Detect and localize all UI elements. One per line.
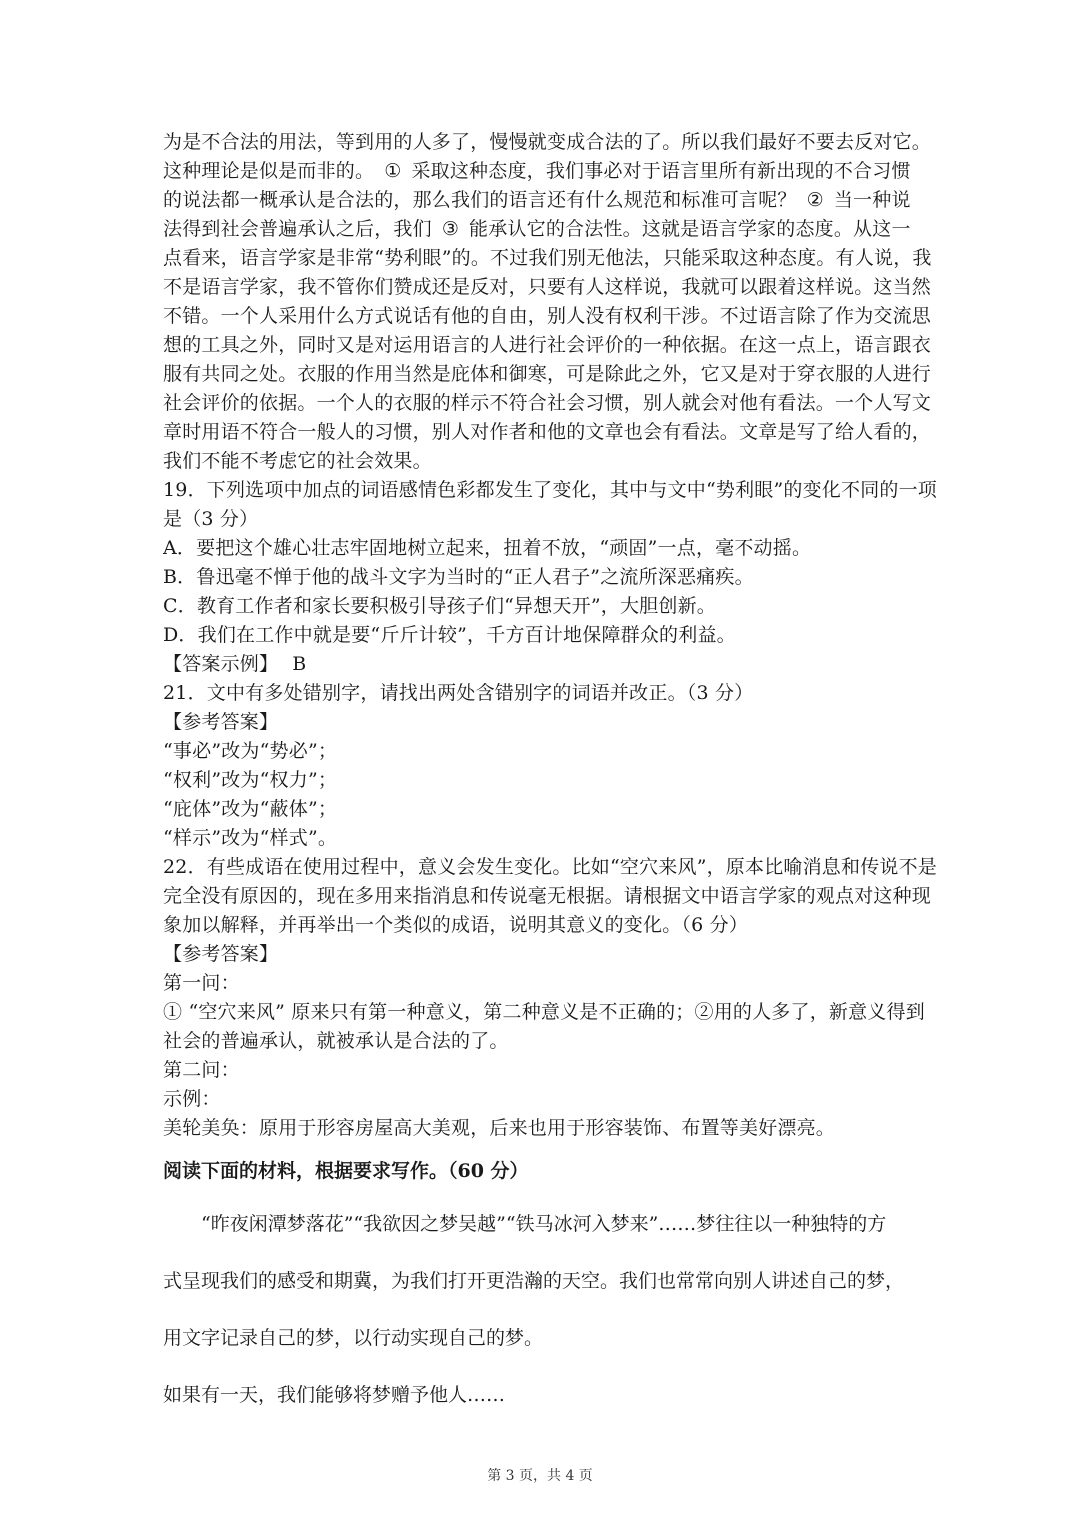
passage-text: 的说法都一概承认是合法的，那么我们的语言还有什么规范和标准可言呢？ [163, 189, 797, 211]
passage-text: 这种理论是似是而非的。 [163, 160, 375, 182]
passage-line: 不是语言学家，我不管你们赞成还是反对，只要有人这样说，我就可以跟着这样说。这当然 [163, 276, 932, 298]
answer-line: 示例： [163, 1088, 221, 1110]
passage-text: 当一种说 [833, 189, 911, 211]
answer-line: 第二问： [163, 1059, 240, 1081]
passage-line: 章时用语不符合一般人的习惯，别人对作者和他的文章也会有看法。文章是写了给人看的， [163, 421, 932, 443]
passage [163, 128, 932, 476]
option-d: D．我们在工作中就是要“斤斤计较”，千方百计地保障群众的利益。 [163, 624, 736, 646]
answer-value: B [292, 653, 307, 675]
writing-title: 阅读下面的材料，根据要求写作。（60 分） [163, 1160, 529, 1182]
answer-line: 社会的普遍承认，就被承认是合法的了。 [163, 1030, 509, 1052]
answer-label: 【参考答案】 [163, 943, 279, 965]
writing-material-line: 用文字记录自己的梦，以行动实现自己的梦。 [163, 1327, 544, 1349]
writing-material-line: 式呈现我们的感受和期冀，为我们打开更浩瀚的天空。我们也常常向别人讲述自己的梦， [163, 1270, 905, 1292]
question-stem: 象加以解释，并再举出一个类似的成语，说明其意义的变化。（6 分） [163, 914, 749, 936]
answer-item: “样示”改为“样式”。 [163, 827, 338, 849]
answer-label: 【答案示例】 [163, 653, 279, 675]
passage-text: 采取这种态度，我们事必对于语言里所有新出现的不合习惯 [411, 160, 911, 182]
question-stem: 21．文中有多处错别字，请找出两处含错别字的词语并改正。（3 分） [163, 682, 754, 704]
writing-material-line: “昨夜闲潭梦落花”“我欲因之梦吴越”“铁马冰河入梦来”……梦往往以一种独特的方 [201, 1213, 887, 1235]
question-stem: 是（3 分） [163, 508, 259, 530]
answer-line: 第一问： [163, 972, 240, 994]
question-stem: 19．下列选项中加点的词语感情色彩都发生了变化，其中与文中“势利眼”的变化不同的一项 [163, 479, 938, 501]
passage-line: 点看来，语言学家是非常“势利眼”的。不过我们别无他法，只能采取这种态度。有人说，我 [163, 247, 932, 269]
answer-line: 美轮美奂：原用于形容房屋高大美观，后来也用于形容装饰、布置等美好漂亮。 [163, 1117, 836, 1139]
option-a: A．要把这个雄心壮志牢固地树立起来，扭着不放，“顽固”一点，毫不动摇。 [163, 537, 812, 559]
option-b: B．鲁迅毫不惮于他的战斗文字为当时的“正人君子”之流所深恶痛疾。 [163, 566, 754, 588]
passage-line: 为是不合法的用法，等到用的人多了，慢慢就变成合法的了。所以我们最好不要去反对它。 [163, 131, 932, 153]
passage-line [163, 157, 923, 186]
question-stem: 22．有些成语在使用过程中，意义会发生变化。比如“空穴来风”，原本比喻消息和传说不是 [163, 856, 938, 878]
answer-line: ① “空穴来风” 原来只有第一种意义，第二种意义是不正确的；②用的人多了，新意义得到 [163, 1001, 925, 1023]
answer-line [163, 650, 923, 679]
page-number: 第 3 页，共 4 页 [487, 1468, 593, 1484]
passage-text: 法得到社会普遍承认之后，我们 [163, 218, 432, 240]
passage-line [163, 186, 923, 215]
writing-task [163, 1157, 923, 1410]
passage-text: 能承认它的合法性。这就是语言学家的态度。从这一 [469, 218, 911, 240]
option-c: C．教育工作者和家长要积极引导孩子们“异想天开”，大胆创新。 [163, 595, 716, 617]
answer-item: “权利”改为“权力”； [163, 769, 338, 791]
passage-line: 想的工具之外，同时又是对运用语言的人进行社会评价的一种依据。在这一点上，语言跟衣 [163, 334, 932, 356]
answer-item: “庇体”改为“蔽体”； [163, 798, 338, 820]
passage-line [163, 215, 923, 244]
blank-marker-3: ③ [441, 218, 460, 240]
question-22 [163, 853, 938, 1143]
blank-marker-1: ① [384, 160, 402, 182]
answer-item: “事必”改为“势必”； [163, 740, 338, 762]
passage-line: 社会评价的依据。一个人的衣服的样示不符合社会习惯，别人就会对他有看法。一个人写文 [163, 392, 932, 414]
question-21 [163, 679, 923, 853]
blank-marker-2: ② [806, 189, 824, 211]
answer-label: 【参考答案】 [163, 711, 279, 733]
writing-material-line: 如果有一天，我们能够将梦赠予他人…… [163, 1384, 506, 1406]
passage-line: 服有共同之处。衣服的作用当然是庇体和御寒，可是除此之外，它又是对于穿衣服的人进行 [163, 363, 932, 385]
passage-line: 我们不能不考虑它的社会效果。 [163, 450, 432, 472]
passage-line: 不错。一个人采用什么方式说话有他的自由，别人没有权利干涉。不过语言除了作为交流思 [163, 305, 932, 327]
page-content [163, 128, 938, 1410]
question-19 [163, 476, 938, 679]
question-stem: 完全没有原因的，现在多用来指消息和传说毫无根据。请根据文中语言学家的观点对这种现 [163, 885, 932, 907]
